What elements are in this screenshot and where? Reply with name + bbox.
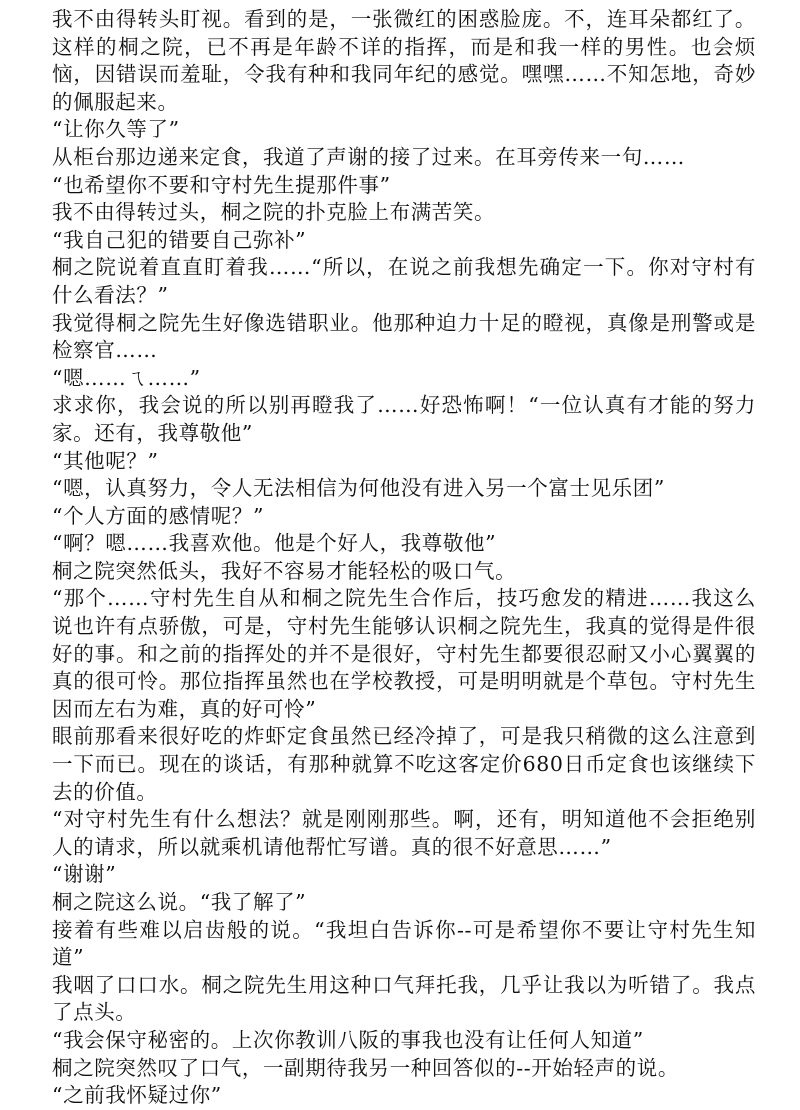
paragraph-line: 桐之院突然叹了口气，一副期待我另一种回答似的--开始轻声的说。 [52, 1055, 679, 1080]
paragraph-line: “谢谢” [52, 862, 117, 887]
paragraph-line: “其他呢？” [52, 448, 159, 473]
paragraph-line: “之前我怀疑过你” [52, 1083, 222, 1108]
paragraph-line: 我不由得转过头，桐之院的扑克脸上布满苦笑。 [52, 200, 496, 225]
paragraph-line: 桐之院这么说。“我了解了” [52, 890, 307, 914]
paragraph-line: 我咽了口口水。桐之院先生用这种口气拜托我，几乎让我以为听错了。我点了点头。 [52, 972, 756, 1025]
paragraph-line: “个人方面的感情呢？” [52, 503, 265, 528]
paragraph-line: 我不由得转头盯视。看到的是，一张微红的困惑脸庞。不，连耳朵都红了。这样的桐之院，已不再是年龄不详的指挥，而是和我一样的男性。也会烦恼，因错误而羞耻，令我有种和我同年纪的感觉。嘿嘿……不知怎地，奇妙的佩服起来。 [52, 7, 756, 114]
paragraph-line: “嗯，认真努力，令人无法相信为何他没有进入另一个富士见乐团” [52, 476, 665, 501]
paragraph-line: 接着有些难以启齿般的说。“我坦白告诉你--可是希望你不要让守村先生知道” [52, 917, 756, 970]
paragraph-line: “我会保守秘密的。上次你教训八阪的事我也没有让任何人知道” [52, 1027, 644, 1052]
paragraph-line: 桐之院突然低头，我好不容易才能轻松的吸口气。 [52, 558, 517, 583]
paragraph-line: “对守村先生有什么想法？就是刚刚那些。啊，还有，明知道他不会拒绝别人的请求，所以就乘机请他帮忙写谱。真的很不好意思……” [52, 807, 756, 859]
paragraph-line: “嗯……ㄟ……” [52, 365, 201, 390]
paragraph-line: “啊？嗯……我喜欢他。他是个好人，我尊敬他” [52, 531, 497, 556]
paragraph-line: “也希望你不要和守村先生提那件事” [52, 172, 391, 197]
paragraph-line: 从柜台那边递来定食，我道了声谢的接了过来。在耳旁传来一句…… [52, 144, 685, 169]
paragraph-line: “那个……守村先生自从和桐之院先生合作后，技巧愈发的精进……我这么说也许有点骄傲，可是，守村先生能够认识桐之院先生，我真的觉得是件很好的事。和之前的指挥处的并不是很好，守村先生都要很忍耐又小心翼翼的真的很可怜。那位指挥虽然也在学校教授，可是明明就是个草包。守村先生因而左右为难，真的好可怜” [52, 586, 756, 721]
paragraph-line: 求求你，我会说的所以别再瞪我了……好恐怖啊！“一位认真有才能的努力家。还有，我尊敬他” [52, 393, 756, 445]
paragraph-line: “我自己犯的错要自己弥补” [52, 227, 307, 252]
paragraph-line: “让你久等了” [52, 117, 180, 142]
paragraph-line: 桐之院说着直直盯着我……“所以，在说之前我想先确定一下。你对守村有什么看法？” [52, 255, 756, 307]
paragraph-line: 我觉得桐之院先生好像选错职业。他那种迫力十足的瞪视，真像是刑警或是检察官…… [52, 310, 756, 363]
paragraph-line: 眼前那看来很好吃的炸虾定食虽然已经冷掉了，可是我只稍微的这么注意到一下而已。现在的谈话，有那种就算不吃这客定价680日币定食也该继续下去的价值。 [52, 724, 756, 804]
